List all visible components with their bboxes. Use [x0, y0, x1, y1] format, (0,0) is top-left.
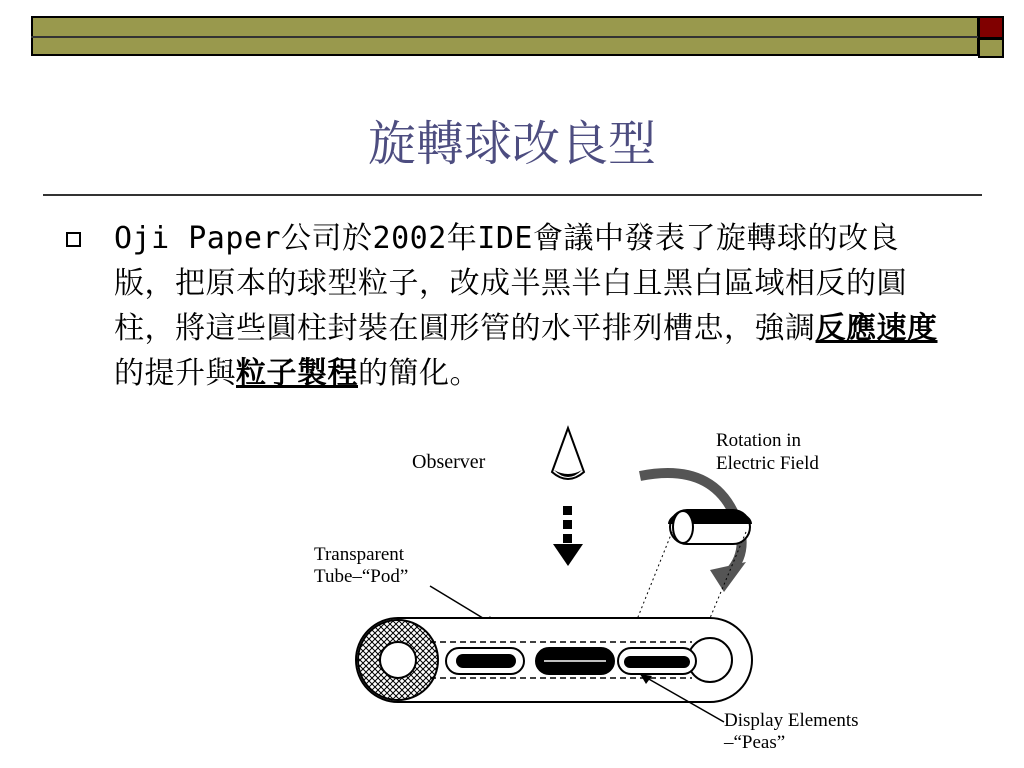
corner-square-red — [978, 16, 1004, 39]
display-element-pea — [536, 648, 614, 674]
rotation-label-line2: Electric Field — [716, 453, 819, 474]
bullet-text-segment: 的簡化。 — [358, 356, 480, 391]
observer-label: Observer — [412, 451, 486, 473]
down-arrow-icon — [553, 506, 583, 566]
emphasis-particle-process: 粒子製程 — [236, 356, 358, 391]
rotation-label-line1: Rotation in — [716, 430, 801, 451]
corner-square-olive — [978, 38, 1004, 58]
tube-label-line2: Tube–“Pod” — [314, 566, 409, 587]
bullet-text-segment: 的提升與 — [114, 356, 236, 391]
gyricon-diagram — [300, 420, 920, 760]
tube-label-line1: Transparent — [314, 544, 405, 565]
title-divider — [43, 194, 982, 196]
bullet-text — [114, 216, 954, 396]
enlarged-pea-cylinder — [668, 510, 752, 544]
emphasis-response-speed: 反應速度 — [815, 311, 938, 346]
bullet-text-segment: Oji Paper公司於2002年IDE會議中發表了旋轉球的改良版，把原本的球型粒子，改成半黑半白且黑白區域相反的圓柱，將這些圓柱封裝在圓形管的水平排列槽忠，強調 — [114, 221, 907, 346]
top-banner-line — [31, 36, 979, 38]
peas-label-line2: –“Peas” — [724, 732, 786, 753]
peas-label-line1: Display Elements — [724, 710, 859, 731]
display-element-pea — [618, 648, 696, 674]
display-element-pea — [446, 648, 524, 674]
hollow-square-bullet-icon — [66, 232, 81, 247]
slide-title: 旋轉球改良型 — [367, 116, 656, 172]
eye-icon — [552, 428, 584, 479]
